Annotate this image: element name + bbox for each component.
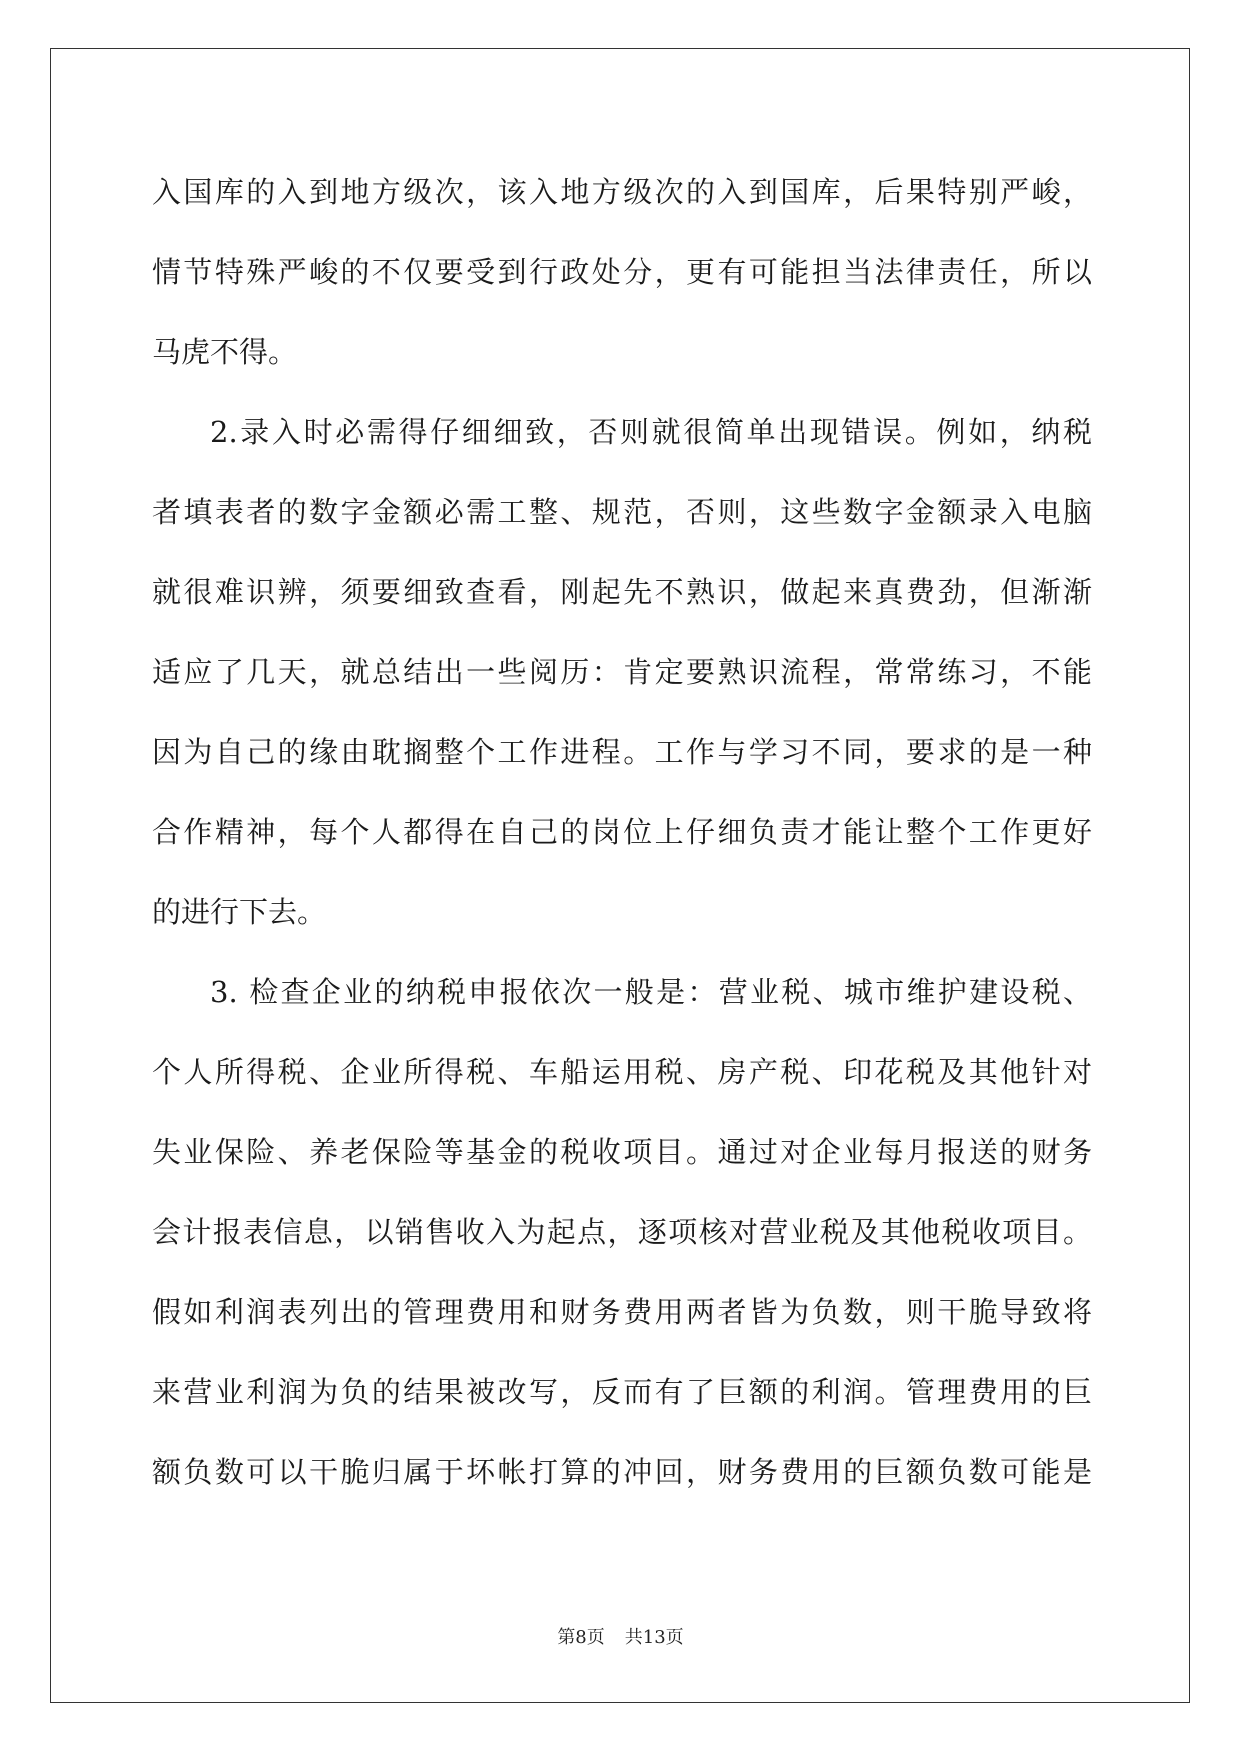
text-line: 额负数可以干脆归属于坏帐打算的冲回，财务费用的巨额负数可能是: [152, 1455, 1092, 1489]
text-line: 入国库的入到地方级次，该入地方级次的入到国库，后果特别严峻，: [152, 175, 1092, 209]
text-line: 适应了几天，就总结出一些阅历：肯定要熟识流程，常常练习，不能: [152, 655, 1092, 689]
text-line: 者填表者的数字金额必需工整、规范，否则，这些数字金额录入电脑: [152, 495, 1092, 529]
document-body: [152, 152, 1092, 1512]
text-line: 失业保险、养老保险等基金的税收项目。通过对企业每月报送的财务: [152, 1135, 1092, 1169]
total-pages-label: 共13页: [624, 1627, 684, 1648]
text-line: 因为自己的缘由耽搁整个工作进程。工作与学习不同，要求的是一种: [152, 735, 1092, 769]
current-page-label: 第8页: [557, 1627, 605, 1648]
text-line: 会计报表信息，以销售收入为起点，逐项核对营业税及其他税收项目。: [152, 1215, 1092, 1249]
text-line: 个人所得税、企业所得税、车船运用税、房产税、印花税及其他针对: [152, 1055, 1092, 1089]
text-line: 假如利润表列出的管理费用和财务费用两者皆为负数，则干脆导致将: [152, 1295, 1092, 1329]
page-footer: [0, 1623, 1241, 1649]
text-line: 2.录入时必需得仔细细致，否则就很简单出现错误。例如，纳税: [210, 415, 1092, 449]
text-line: 就很难识辨，须要细致查看，刚起先不熟识，做起来真费劲，但渐渐: [152, 575, 1092, 609]
text-line: 来营业利润为负的结果被改写，反而有了巨额的利润。管理费用的巨: [152, 1375, 1092, 1409]
text-line: 合作精神，每个人都得在自己的岗位上仔细负责才能让整个工作更好: [152, 815, 1092, 849]
text-line: 的进行下去。: [152, 895, 327, 929]
text-line: 3. 检查企业的纳税申报依次一般是：营业税、城市维护建设税、: [210, 975, 1092, 1009]
text-line: 马虎不得。: [152, 335, 298, 369]
text-line: 情节特殊严峻的不仅要受到行政处分，更有可能担当法律责任，所以: [152, 255, 1092, 289]
